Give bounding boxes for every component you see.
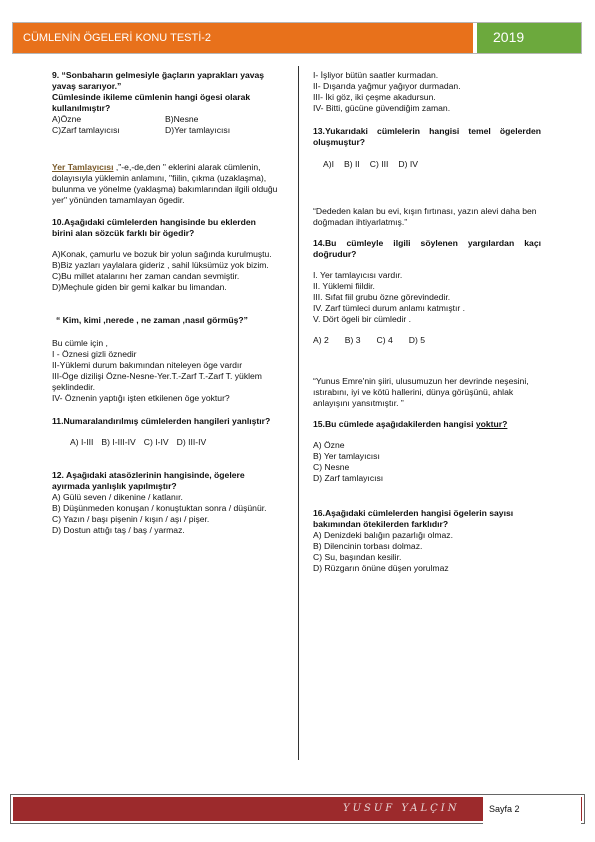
- question-14: [313, 238, 541, 346]
- question-15: [313, 419, 541, 484]
- q14-option-c: C) 4: [376, 335, 393, 345]
- header-bar: [12, 22, 582, 54]
- q12-option-d: D) Dostun attığı taş / baş / yarmaz.: [52, 525, 185, 535]
- q16-option-b: B) Dilencinin torbası dolmaz.: [313, 541, 423, 551]
- q13-option-c: C) III: [369, 159, 389, 169]
- q13-option-a: A)I: [323, 159, 334, 169]
- q10-option-a: A)Konak, çamurlu ve bozuk bir yolun sağında kurulmuştu.: [52, 249, 272, 259]
- question-9: [52, 70, 278, 136]
- footer-band: [13, 797, 582, 821]
- column-divider: [298, 66, 299, 760]
- definition-block: [52, 162, 278, 206]
- q14-option-a: A) 2: [313, 335, 329, 345]
- q12-option-c: C) Yazın / başı pişenin / kışın / aşı / pişer.: [52, 514, 210, 524]
- q12-option-a: A) Gülü seven / dikenine / katlanır.: [52, 492, 183, 502]
- q9-option-a: A)Özne: [52, 114, 82, 124]
- q11-option-d: D) III-IV: [176, 437, 207, 447]
- q14-options: [313, 335, 541, 346]
- r-statement-2: II- Dışarıda yağmur yağıyor durmadan.: [313, 81, 461, 91]
- q16-option-d: D) Rüzgarın önüne düşen yorulmaz: [313, 563, 449, 573]
- r-statement-4: IV- Bitti, gücüne güvendiğim zaman.: [313, 103, 451, 113]
- q14-option-b: B) 3: [344, 335, 361, 345]
- q15-option-b: B) Yer tamlayıcısı: [313, 451, 380, 461]
- statement-intro: Bu cümle için ,: [52, 338, 108, 348]
- q13-option-d: D) IV: [398, 159, 418, 169]
- q11-question: 11.Numaralandırılmış cümlelerden hangileri yanlıştır?: [52, 416, 271, 426]
- q12-question: 12. Aşağıdaki atasözlerinin hangisinde, ögelere ayırmada yanlışlık yapılmıştır?: [52, 470, 245, 491]
- q14-statement-3: III. Sıfat fiil grubu özne görevindedir.: [313, 292, 451, 302]
- q15-options: [313, 440, 541, 484]
- q16-option-c: C) Su, başından kesilir.: [313, 552, 402, 562]
- q14-question: 14.Bu cümleyle ilgili söylenen yargılardan kaçı doğrudur?: [313, 238, 541, 259]
- q9-option-d: D)Yer tamlayıcısı: [165, 125, 231, 135]
- question-11: [52, 416, 278, 448]
- q10-option-c: C)Bu millet atalarını her zaman candan sevmiştir.: [52, 271, 240, 281]
- r-statement-1: I- İşliyor bütün saatler kurmadan.: [313, 70, 439, 80]
- left-column: [52, 70, 278, 536]
- author-signature: YUSUF YALÇIN: [343, 803, 460, 814]
- statements-11: [52, 338, 278, 404]
- q10-question: 10.Aşağıdaki cümlelerden hangisinde bu eklerden birini alan sözcük farklı bir ögedir?: [52, 217, 256, 238]
- q15-option-c: C) Nesne: [313, 462, 350, 472]
- q13-option-b: B) II: [343, 159, 360, 169]
- q14-statement-5: V. Dört ögeli bir cümledir .: [313, 314, 412, 324]
- q16-question: 16.Aşağıdaki cümlelerden hangisi ögelerin sayısı bakımından ötekilerden farklıdır?: [313, 508, 514, 529]
- r-statement-3: III- İki göz, iki çeşme akadursun.: [313, 92, 436, 102]
- q10-options: [52, 249, 278, 293]
- q15-option-a: A) Özne: [313, 440, 345, 450]
- statement-4: IV- Öznenin yaptığı işten etkilenen öge yoktur?: [52, 393, 230, 403]
- statements-13: [313, 70, 541, 114]
- question-16: [313, 508, 541, 574]
- quote-15: “Yunus Emre'nin şiiri, ulusumuzun her devrinde neşesini, ıstırabını, iyi ve kötü hallerini, dünya görüşünü, ahlak anlayışını yansıtmıştır. ”: [313, 376, 529, 408]
- quote-11: “ Kim, kimi ,nerede , ne zaman ,nasıl görmüş?”: [56, 315, 248, 325]
- q9-question: Cümlesinde ikileme cümlenin hangi ögesi olarak kullanılmıştır?: [52, 92, 251, 113]
- q16-option-a: A) Denizdeki balığın pazarlığı olmaz.: [313, 530, 453, 540]
- q9-option-b: B)Nesne: [165, 114, 199, 124]
- q14-statements: [313, 270, 541, 325]
- q10-option-b: B)Biz yazları yaylalara gideriz , sahil lüksümüz yok bizim.: [52, 260, 269, 270]
- definition-body: ,"-e,-de,den " eklerini alarak cümlenin, dolayısıyla yüklemin anlamını, "fiilin, çıkma (uzaklaşma), bulunma ve yönelme (yaklaşma) bakımlarından ilgili olduğu yer" yönünden tamamlayan ögedir.: [52, 162, 278, 205]
- q9-option-c: C)Zarf tamlayıcısı: [52, 125, 120, 135]
- question-13: [313, 126, 541, 170]
- page-number: Sayfa 2: [483, 796, 581, 824]
- q9-options: [52, 114, 278, 136]
- q11-option-c: C) I-IV: [143, 437, 169, 447]
- footer-bar: [10, 794, 585, 824]
- q13-question: 13.Yukarıdaki cümlelerin hangisi temel ögelerden oluşmuştur?: [313, 126, 541, 147]
- statement-2: II-Yüklemi durum bakımından niteleyen öge vardır: [52, 360, 243, 370]
- right-column: [313, 70, 541, 574]
- q10-option-d: D)Meçhule giden bir gemi kalkar bu limandan.: [52, 282, 227, 292]
- q13-options: [313, 159, 541, 170]
- q15-question: [313, 419, 541, 430]
- q15-question-underlined: yoktur?: [475, 419, 508, 429]
- question-12: [52, 470, 278, 536]
- document-year: 2019: [477, 23, 581, 53]
- q12-option-b: B) Düşünmeden konuşan / konuştuktan sonra / düşünür.: [52, 503, 267, 513]
- q14-statement-4: IV. Zarf tümleci durum anlamı katmıştır .: [313, 303, 466, 313]
- q14-option-d: D) 5: [408, 335, 426, 345]
- q15-question-text: 15.Bu cümlede aşağıdakilerden hangisi: [313, 419, 476, 429]
- question-10: [52, 217, 278, 293]
- q14-statement-2: II. Yüklemi fiildir.: [313, 281, 375, 291]
- q14-statement-1: I. Yer tamlayıcısı vardır.: [313, 270, 403, 280]
- statement-3: III-Öge dizilişi Özne-Nesne-Yer.T.-Zarf T.-Zarf T. yüklem şeklindedir.: [52, 371, 262, 392]
- q15-option-d: D) Zarf tamlayıcısı: [313, 473, 384, 483]
- q9-stem: 9. “Sonbaharın gelmesiyle ğaçların yaprakları yavaş yavaş sararıyor.”: [52, 70, 265, 91]
- document-title: CÜMLENİN ÖGELERİ KONU TESTİ-2: [13, 23, 473, 53]
- q11-option-b: B) I-III-IV: [101, 437, 136, 447]
- q11-option-a: A) I-III: [70, 437, 94, 447]
- q11-options: [52, 437, 278, 448]
- quote-14: “Dededen kalan bu evi, kışın fırtınası, yazın alevi daha ben doğmadan ihtiyarlatmış.”: [313, 206, 537, 227]
- statement-1: I - Öznesi gizli öznedir: [52, 349, 137, 359]
- definition-heading: Yer Tamlayıcısı: [52, 162, 114, 172]
